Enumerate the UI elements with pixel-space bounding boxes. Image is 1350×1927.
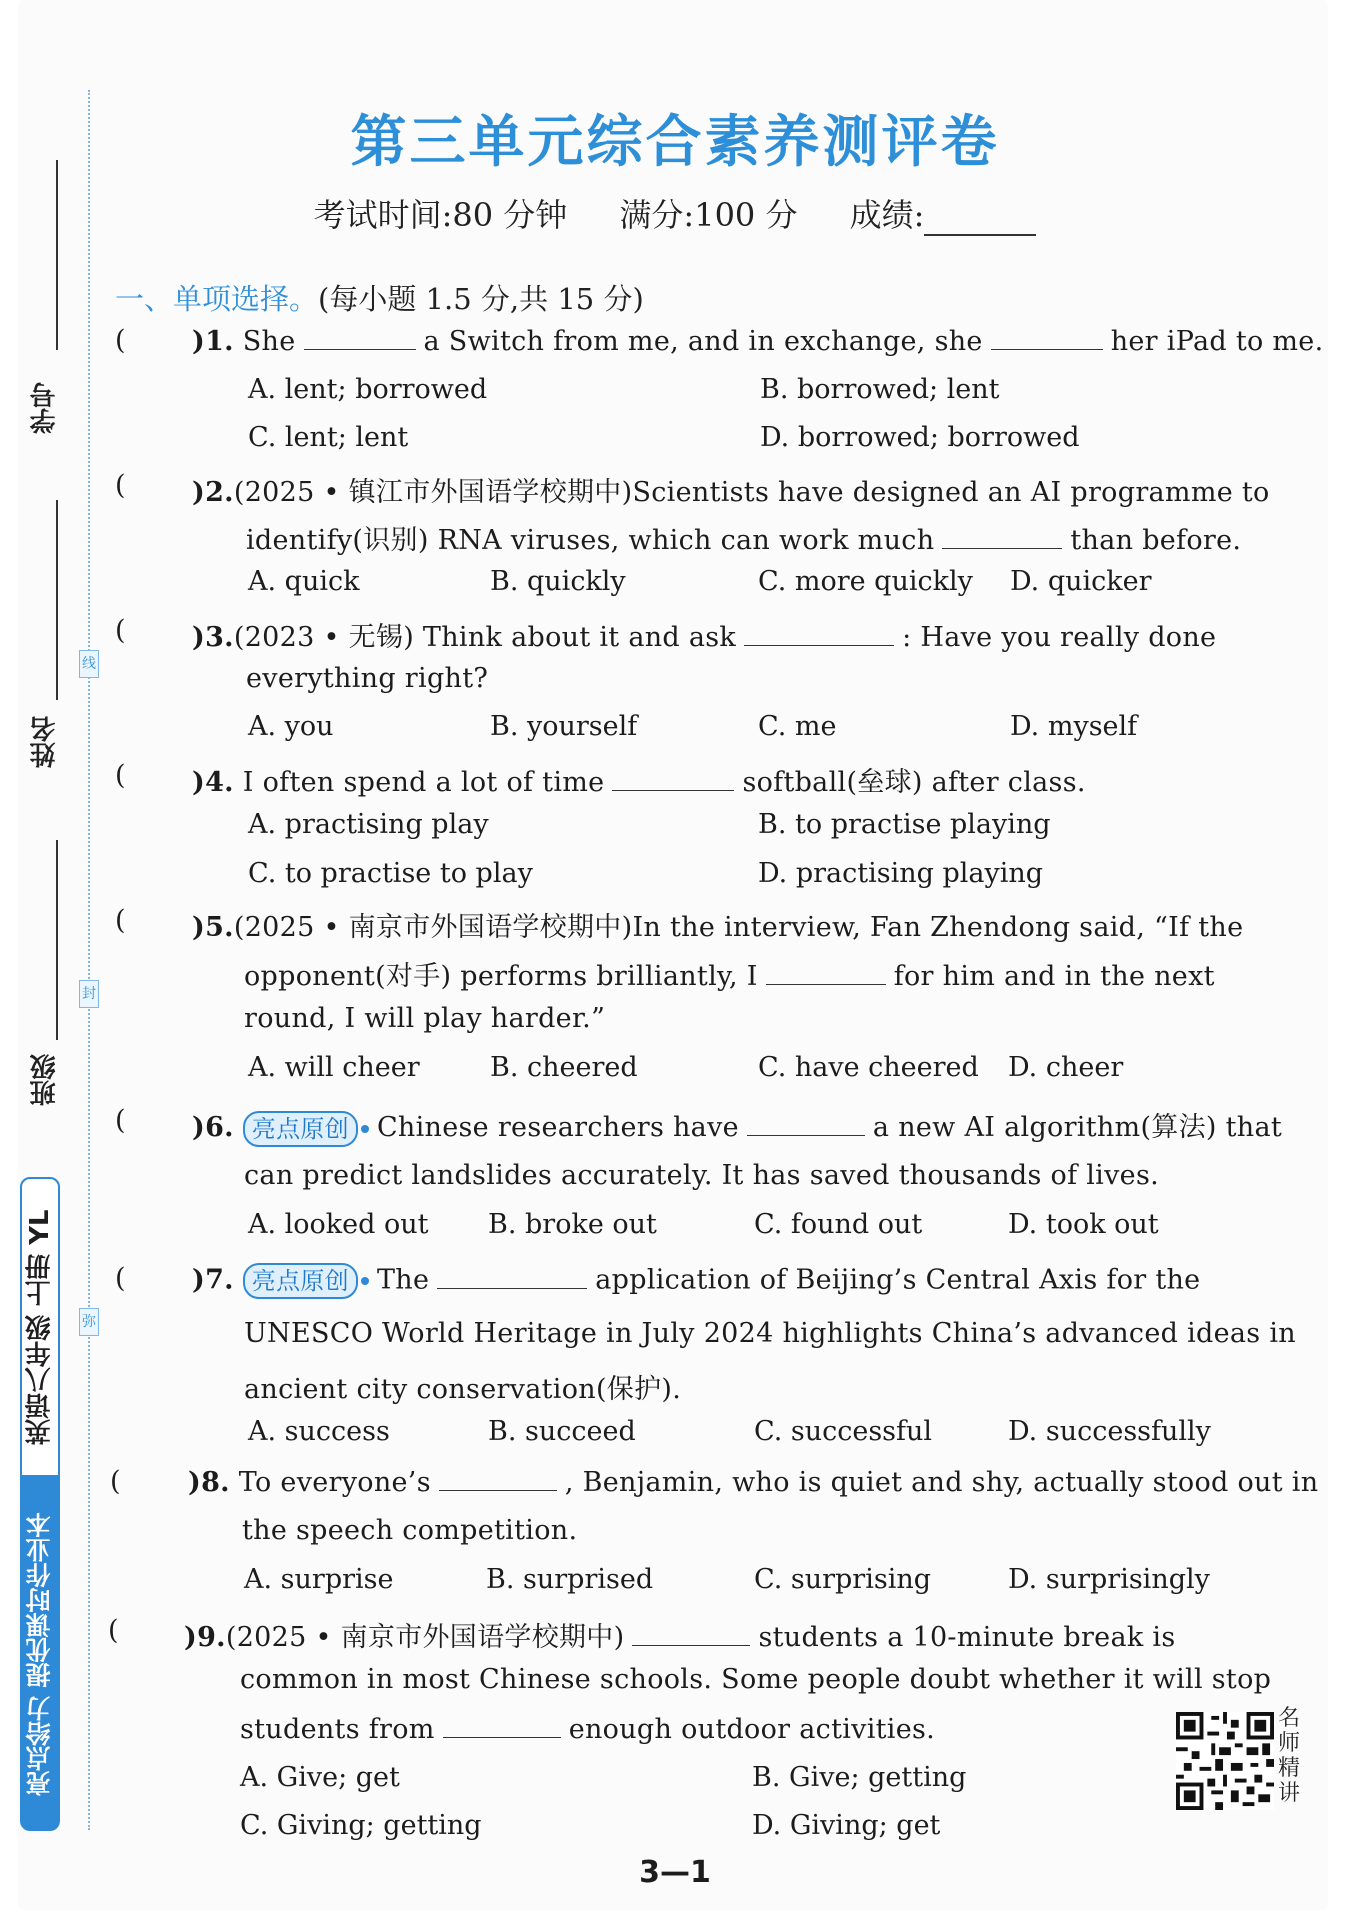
option[interactable]: A. you: [248, 711, 334, 742]
option[interactable]: B. yourself: [490, 711, 638, 742]
name-label: 姓名: [30, 716, 60, 768]
exam-info: [0, 190, 1350, 236]
option[interactable]: A. practising play: [248, 809, 489, 840]
answer-paren[interactable]: (: [115, 615, 126, 646]
option[interactable]: D. successfully: [1008, 1416, 1211, 1447]
student-id-label: 学号: [30, 382, 60, 434]
option[interactable]: B. succeed: [488, 1416, 636, 1447]
book-spine: [20, 1177, 60, 1831]
option[interactable]: A. Give; get: [240, 1762, 400, 1793]
option[interactable]: D. quicker: [1010, 566, 1152, 597]
answer-paren[interactable]: (: [115, 1263, 126, 1294]
question-2-line2: identify(识别) RNA viruses, which can work much than before.: [246, 525, 1242, 556]
qr-code-icon[interactable]: [1176, 1712, 1274, 1810]
answer-paren[interactable]: (: [115, 325, 126, 356]
answer-paren[interactable]: (: [115, 760, 126, 791]
question-7-line3: ancient city conservation(保护).: [244, 1374, 682, 1405]
option[interactable]: C. Giving; getting: [240, 1810, 482, 1841]
question-5-line2: opponent(对手) performs brilliantly, I for him and in the next: [244, 961, 1215, 992]
page-title: 第三单元综合素养测评卷: [350, 110, 1000, 175]
section-heading: [115, 277, 644, 318]
option[interactable]: A. surprise: [244, 1564, 394, 1595]
original-badge: 亮点原创: [243, 1263, 358, 1299]
spine-grade-label: 英语八年级 上册 YL: [20, 1177, 60, 1477]
option[interactable]: A. success: [248, 1416, 390, 1447]
option[interactable]: D. myself: [1010, 711, 1138, 742]
answer-paren[interactable]: (: [110, 1466, 121, 1497]
option[interactable]: D. cheer: [1008, 1052, 1124, 1083]
answer-paren[interactable]: (: [115, 470, 126, 501]
score-blank[interactable]: [924, 206, 1036, 236]
option[interactable]: D. borrowed; borrowed: [760, 422, 1080, 453]
question-7-line2: UNESCO World Heritage in July 2024 highlights China’s advanced ideas in: [244, 1318, 1296, 1349]
question-4: )4. I often spend a lot of time softball(垒球) after class.: [192, 767, 1086, 798]
question-5: )5.(2025 • 南京市外国语学校期中)In the interview, Fan Zhendong said, “If the: [192, 912, 1244, 943]
option[interactable]: B. borrowed; lent: [760, 374, 1000, 405]
option[interactable]: D. Giving; get: [752, 1810, 941, 1841]
section-title: 一、单项选择。: [115, 282, 319, 316]
full-score: 满分:100 分: [619, 196, 798, 234]
option[interactable]: B. quickly: [490, 566, 626, 597]
option[interactable]: D. surprisingly: [1008, 1564, 1210, 1595]
option[interactable]: C. surprising: [754, 1564, 932, 1595]
option[interactable]: B. to practise playing: [758, 809, 1051, 840]
question-8: )8. To everyone’s , Benjamin, who is quiet and shy, actually stood out in: [188, 1467, 1319, 1498]
question-9-line3: students from enough outdoor activities.: [240, 1714, 936, 1745]
option[interactable]: B. surprised: [486, 1564, 654, 1595]
question-5-line3: round, I will play harder.”: [244, 1003, 606, 1034]
option[interactable]: D. practising playing: [758, 858, 1044, 889]
option[interactable]: A. will cheer: [248, 1052, 420, 1083]
section-note: (每小题 1.5 分,共 15 分): [318, 282, 644, 316]
qr-label: 名师精讲: [1278, 1706, 1301, 1806]
question-9: )9.(2025 • 南京市外国语学校期中) students a 10-minute break is: [184, 1622, 1176, 1653]
option[interactable]: C. found out: [754, 1209, 923, 1240]
class-label: 班级: [30, 1054, 60, 1106]
option[interactable]: C. to practise to play: [248, 858, 533, 889]
seal-mark-mi: 弥: [79, 1308, 99, 1336]
option[interactable]: C. lent; lent: [248, 422, 409, 453]
answer-paren[interactable]: (: [115, 1105, 126, 1136]
option[interactable]: C. successful: [754, 1416, 933, 1447]
option[interactable]: B. broke out: [488, 1209, 657, 1240]
cut-line: [88, 90, 90, 1830]
question-2: )2.(2025 • 镇江市外国语学校期中)Scientists have designed an AI programme to: [192, 477, 1270, 508]
question-1: )1. She a Switch from me, and in exchange, she her iPad to me.: [192, 326, 1324, 357]
name-blank[interactable]: [56, 500, 58, 700]
question-3-line2: everything right?: [246, 663, 489, 694]
option[interactable]: B. cheered: [490, 1052, 638, 1083]
score-label: 成绩:: [849, 196, 925, 234]
question-7: )7. 亮点原创 The application of Beijing’s Central Axis for the: [192, 1263, 1200, 1299]
option[interactable]: C. me: [758, 711, 837, 742]
spine-series-label: 亮点给力 提优课时作业本: [20, 1477, 60, 1831]
seal-mark-line: 线: [79, 650, 99, 678]
answer-paren[interactable]: (: [108, 1615, 119, 1646]
option[interactable]: A. looked out: [248, 1209, 429, 1240]
option[interactable]: D. took out: [1008, 1209, 1159, 1240]
binding-margin: [0, 0, 96, 1927]
option[interactable]: C. have cheered: [758, 1052, 979, 1083]
question-6: )6. 亮点原创 Chinese researchers have a new AI algorithm(算法) that: [192, 1105, 1282, 1147]
original-badge: 亮点原创: [243, 1111, 358, 1147]
exam-time: 考试时间:80 分钟: [313, 196, 568, 234]
page-number: 3—1: [639, 1855, 711, 1890]
option[interactable]: C. more quickly: [758, 566, 973, 597]
option[interactable]: A. lent; borrowed: [248, 374, 488, 405]
option[interactable]: A. quick: [248, 566, 360, 597]
class-blank[interactable]: [56, 840, 58, 1040]
question-8-line2: the speech competition.: [242, 1515, 578, 1546]
seal-mark-seal: 封: [79, 980, 99, 1008]
question-3: )3.(2023 • 无锡) Think about it and ask : Have you really done: [192, 622, 1217, 653]
answer-paren[interactable]: (: [115, 905, 126, 936]
question-9-line2: common in most Chinese schools. Some people doubt whether it will stop: [240, 1664, 1272, 1695]
option[interactable]: B. Give; getting: [752, 1762, 967, 1793]
student-id-blank[interactable]: [56, 160, 58, 350]
question-6-line2: can predict landslides accurately. It has saved thousands of lives.: [244, 1160, 1159, 1191]
